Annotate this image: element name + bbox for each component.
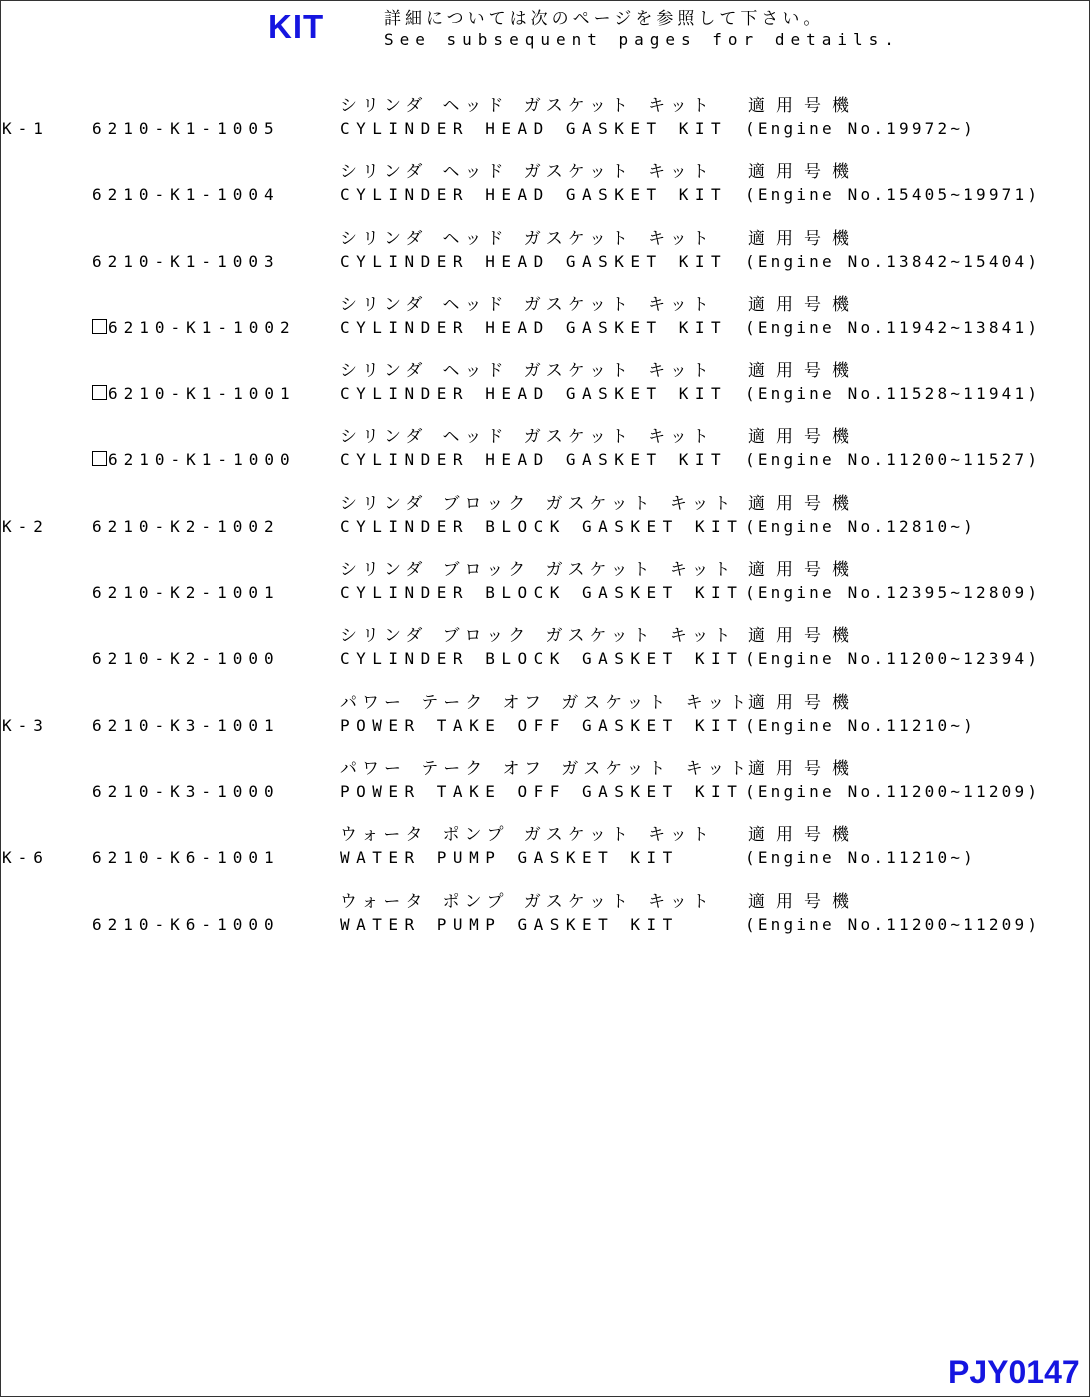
usage-range: (Engine No.11200~12394) — [745, 649, 1041, 669]
table-row — [0, 285, 1090, 351]
table-row — [0, 815, 1090, 881]
part-name-jp: ウォータ ポンプ ガスケット キット — [340, 891, 714, 912]
part-name-en: CYLINDER HEAD GASKET KIT — [340, 450, 728, 470]
usage-label-jp: 適用号機 — [748, 96, 860, 116]
table-row — [0, 550, 1090, 616]
box-marker-icon — [92, 319, 107, 334]
part-name-en: CYLINDER HEAD GASKET KIT — [340, 384, 728, 404]
usage-label-jp: 適用号機 — [748, 560, 860, 581]
part-number-text: 6210-K3-1001 — [92, 715, 280, 735]
table-row — [0, 484, 1090, 550]
usage-range: (Engine No.11210~) — [745, 715, 976, 735]
table-row — [0, 882, 1090, 948]
box-marker-icon — [92, 451, 107, 466]
usage-label-jp: 適用号機 — [748, 692, 860, 713]
part-name-jp: シリンダ ブロック ガスケット キット — [340, 626, 736, 647]
part-number-text: 6210-K1-1003 — [92, 251, 280, 271]
usage-range: (Engine No.11200~11209) — [745, 781, 1041, 801]
part-number-text: 6210-K2-1002 — [92, 516, 280, 536]
part-number-text: 6210-K3-1000 — [92, 781, 280, 801]
part-number-text: 6210-K1-1005 — [92, 119, 280, 138]
kit-parts-list — [0, 86, 1090, 948]
table-row — [0, 86, 1090, 152]
usage-label-jp: 適用号機 — [748, 825, 860, 846]
usage-range: (Engine No.12395~12809) — [745, 583, 1041, 603]
part-number-text: 6210-K1-1004 — [92, 185, 280, 205]
table-row — [0, 351, 1090, 417]
page-title: KIT — [268, 8, 325, 45]
usage-label-jp: 適用号機 — [748, 361, 860, 382]
part-name-jp: シリンダ ヘッド ガスケット キット — [340, 228, 714, 249]
table-row — [0, 152, 1090, 218]
part-name-jp: シリンダ ヘッド ガスケット キット — [340, 294, 714, 315]
part-number-text: 6210-K1-1001 — [108, 384, 296, 404]
part-name-jp: シリンダ ヘッド ガスケット キット — [340, 162, 714, 183]
part-name-en: WATER PUMP GASKET KIT — [340, 848, 679, 868]
table-row — [0, 616, 1090, 682]
part-number[interactable] — [92, 317, 296, 337]
part-number-text: 6210-K2-1000 — [92, 649, 280, 669]
table-row — [0, 683, 1090, 749]
part-name-jp: シリンダ ヘッド ガスケット キット — [340, 361, 714, 382]
part-name-en: CYLINDER HEAD GASKET KIT — [340, 119, 728, 138]
usage-label-jp: 適用号機 — [748, 493, 860, 514]
box-marker-icon — [92, 385, 107, 400]
usage-range: (Engine No.15405~19971) — [745, 185, 1041, 205]
illustration-code: PJY0147 — [948, 1354, 1080, 1390]
usage-label-jp: 適用号機 — [748, 626, 860, 647]
usage-range: (Engine No.13842~15404) — [745, 251, 1041, 271]
part-number-text: 6210-K6-1000 — [92, 914, 280, 934]
group-label: K-6 — [2, 848, 49, 868]
usage-range: (Engine No.11210~) — [745, 848, 976, 868]
usage-range: (Engine No.11200~11209) — [745, 914, 1041, 934]
usage-label-jp: 適用号機 — [748, 891, 860, 912]
group-label: K-1 — [2, 119, 49, 138]
usage-label-jp: 適用号機 — [748, 294, 860, 315]
note-japanese: 詳細については次のページを参照して下さい。 — [384, 9, 825, 29]
part-name-en: CYLINDER HEAD GASKET KIT — [340, 185, 728, 205]
part-number-text: 6210-K1-1002 — [108, 317, 296, 337]
part-name-en: CYLINDER HEAD GASKET KIT — [340, 317, 728, 337]
part-number[interactable] — [92, 384, 296, 404]
part-name-jp: シリンダ ブロック ガスケット キット — [340, 560, 736, 581]
part-name-en: CYLINDER BLOCK GASKET KIT — [340, 516, 744, 536]
part-name-jp: パワー テーク オフ ガスケット キット — [340, 758, 752, 779]
part-name-en: WATER PUMP GASKET KIT — [340, 914, 679, 934]
usage-range: (Engine No.12810~) — [745, 516, 976, 536]
part-name-jp: シリンダ ヘッド ガスケット キット — [340, 427, 714, 448]
part-name-en: CYLINDER BLOCK GASKET KIT — [340, 583, 744, 603]
usage-range: (Engine No.11528~11941) — [745, 384, 1041, 404]
part-name-jp: シリンダ ヘッド ガスケット キット — [340, 96, 714, 116]
part-name-en: CYLINDER BLOCK GASKET KIT — [340, 649, 744, 669]
group-label: K-2 — [2, 516, 49, 536]
part-number-text: 6210-K2-1001 — [92, 583, 280, 603]
part-number-text: 6210-K6-1001 — [92, 848, 280, 868]
usage-range: (Engine No.19972~) — [745, 119, 976, 138]
usage-label-jp: 適用号機 — [748, 228, 860, 249]
usage-range: (Engine No.11942~13841) — [745, 317, 1041, 337]
part-number-text: 6210-K1-1000 — [108, 450, 296, 470]
part-name-en: POWER TAKE OFF GASKET KIT — [340, 781, 744, 801]
usage-label-jp: 適用号機 — [748, 162, 860, 183]
usage-range: (Engine No.11200~11527) — [745, 450, 1041, 470]
part-name-en: CYLINDER HEAD GASKET KIT — [340, 251, 728, 271]
table-row — [0, 219, 1090, 285]
usage-label-jp: 適用号機 — [748, 427, 860, 448]
part-name-jp: パワー テーク オフ ガスケット キット — [340, 692, 752, 713]
part-name-jp: シリンダ ブロック ガスケット キット — [340, 493, 736, 514]
part-number[interactable] — [92, 450, 296, 470]
part-name-jp: ウォータ ポンプ ガスケット キット — [340, 825, 714, 846]
table-row — [0, 417, 1090, 483]
note-english: See subsequent pages for details. — [384, 30, 900, 49]
group-label: K-3 — [2, 715, 49, 735]
part-name-en: POWER TAKE OFF GASKET KIT — [340, 715, 744, 735]
table-row — [0, 749, 1090, 815]
usage-label-jp: 適用号機 — [748, 758, 860, 779]
